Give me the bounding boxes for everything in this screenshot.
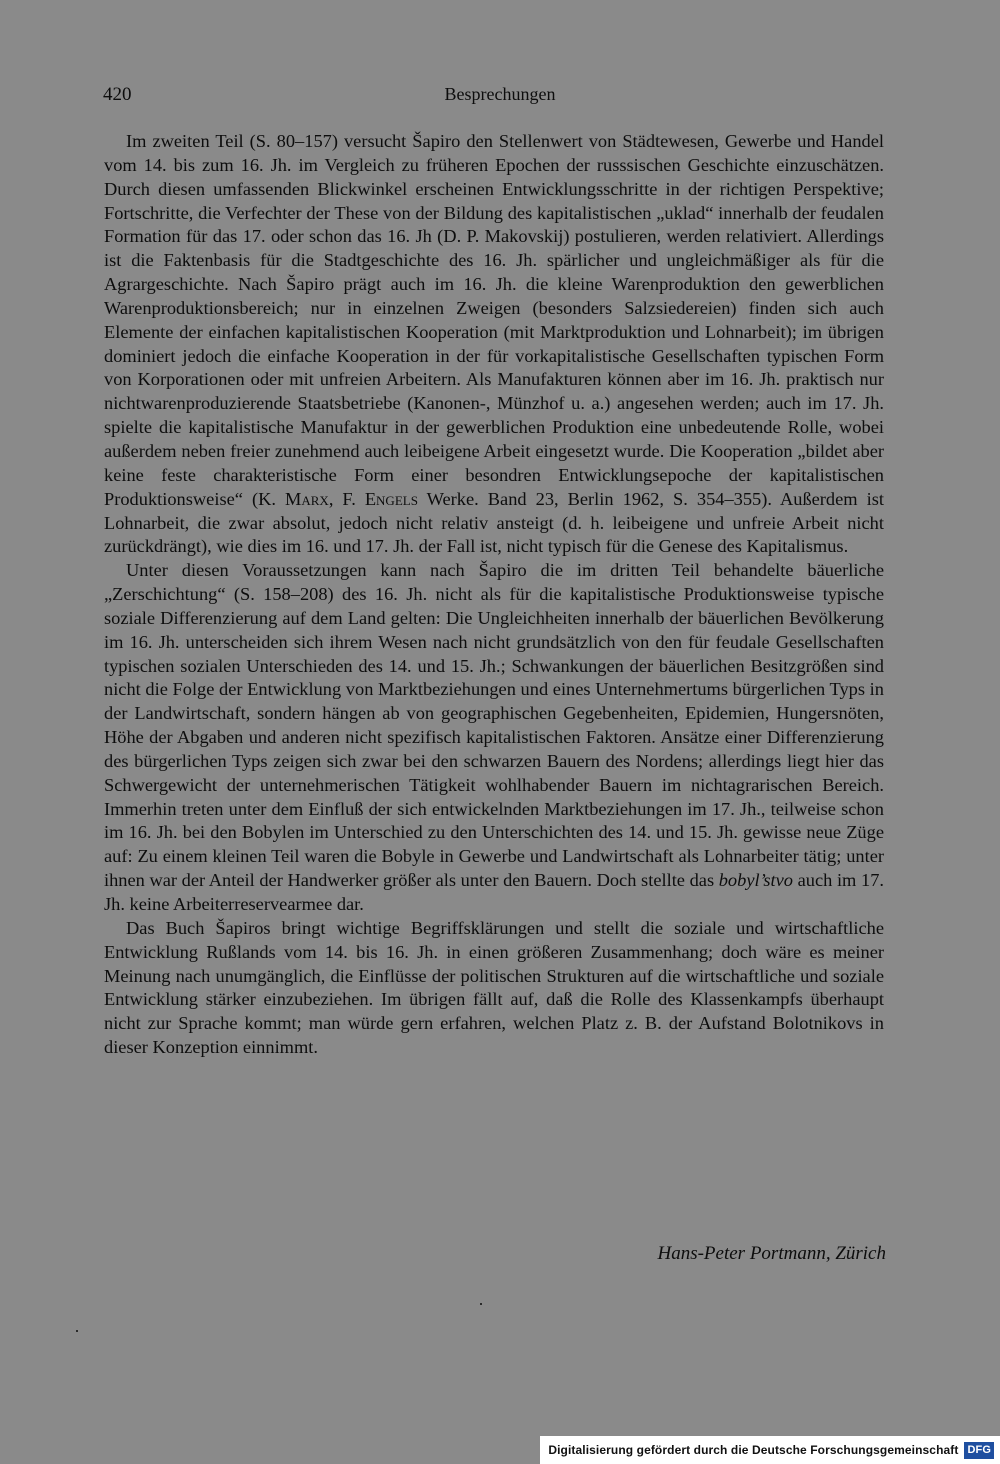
scan-speck xyxy=(76,1330,78,1332)
text-run: Unter diesen Voraussetzungen kann nach Šapiro die im dritten Teil behandelte bäuerliche „Zerschichtung“ (S. 158–208) des 16. Jh. nicht als für die kapitalistische Produktionsweise typische soziale Differenzierung auf dem Land gelten: Die Ungleichheiten innerhalb der bäuerlichen Bevölkerung im 16. Jh. unterscheiden sich ihrem Wesen nach nicht grundsätzlich von den für feudale Gesellschaften typischen sozialen Unterschieden des 14. und 15. Jh.; Schwankungen der bäuerlichen Besitzgrößen sind nicht die Folge der Entwicklung von Marktbeziehungen und eines Unternehmertums bürgerlichen Typs in der Landwirtschaft, sondern hängen ab von geographischen Gegebenheiten, Epidemien, Hungersnöten, Höhe der Abgaben und anderen nicht spezifisch kapitalistischen Faktoren. Ansätze einer Differenzierung des bürgerlichen Typs zeigen sich zwar bei den schwarzen Bauern des Nordens; allerdings liegt hier das Schwergewicht der unternehmerischen Tätigkeit wohlhabender Bauern im nichtagrarischen Bereich. Immerhin treten unter dem Einfluß der sich entwickelnden Marktbeziehungen im 17. Jh., teilweise schon im 16. Jh. bei den Bobylen im Unterschied zu den Unterschichten des 14. und 15. Jh. gewisse neue Züge auf: Zu einem kleinen Teil waren die Bobyle in Gewerbe und Landwirtschaft als Lohnarbeiter tätig; unter ihnen war der Anteil der Handwerker größer als unter den Bauern. Doch stellte das xyxy=(104,560,884,891)
running-head: Besprechungen xyxy=(444,84,556,104)
smallcaps-text-run: Marx xyxy=(285,488,329,509)
text-run: Das Buch Šapiros bringt wichtige Begriffsklärungen und stellt die soziale und wirtschaftliche Entwicklung Rußlands vom 14. bis 16. Jh. in einen größeren Zusammenhang; doch wäre es meiner Meinung nach unumgänglich, die Einflüsse der politischen Strukturen auf die wirtschaftliche und soziale Entwicklung stärker einzubeziehen. Im übrigen fällt auf, daß die Rolle des Klassenkampfs überhaupt nicht zur Sprache kommt; man würde gern erfahren, welchen Platz z. B. der Aufstand Bolotnikovs in dieser Konzeption einnimmt. xyxy=(104,917,884,1058)
review-body xyxy=(104,130,884,1060)
text-run: Werke. Band 23, Berlin 1962, S. 354–355). Außerdem ist Lohnarbeit, die zwar absolut, jedoch nicht relativ ansteigt (d. h. leibeigene und unfreie Arbeit nicht zurückdrängt), wie dies im 16. und 17. Jh. der Fall ist, nicht typisch für die Genese des Kapitalismus. xyxy=(104,488,884,557)
paragraph xyxy=(104,559,884,917)
scan-speck xyxy=(480,1303,482,1305)
text-run: Im zweiten Teil (S. 80–157) versucht Šapiro den Stellenwert von Städtewesen, Gewerbe und Handel vom 14. bis zum 16. Jh. im Vergleich zu früheren Epochen der russsischen Geschichte einzuschätzen. Durch diesen umfassenden Blickwinkel erscheinen Entwicklungsschritte in der richtigen Perspektive; Fortschritte, die Verfechter der These von der Bildung des kapitalistischen „uklad“ innerhalb der feudalen Formation für das 17. oder schon das 16. Jh (D. P. Makovskij) postulieren, werden relativiert. Allerdings ist die Faktenbasis für die Stadtgeschichte des 16. Jh. spärlicher und ungleichmäßiger als für die Agrargeschichte. Nach Šapiro prägt auch im 16. Jh. die kleine Warenproduktion den gewerblichen Warenproduktionsbereich; nur in einzelnen Zweigen (besonders Salzsiedereien) finden sich auch Elemente der einfachen kapitalistischen Kooperation (mit Marktproduktion und Lohnarbeit); im übrigen dominiert jedoch die einfache Kooperation in der für vorkapitalistische Gesellschaften typischen Form von Korporationen oder mit unfreien Arbeitern. Als Manufakturen können aber im 16. Jh. praktisch nur nichtwarenproduzierende Staatsbetriebe (Kanonen-, Münzhof u. a.) angesehen werden; auch im 17. Jh. spielte die kapitalistische Manufaktur in der gewerblichen Produktion eine unbedeutende Rolle, wobei außerdem neben freier zunehmend auch leibeigene Arbeit eingesetzt wurde. Die Kooperation „bildet aber keine feste charakteristische Form einer besondren Entwicklungsepoche der kapitalistischen Produktionsweise“ (K. xyxy=(104,131,884,509)
dfg-logo-icon: DFG xyxy=(964,1442,994,1459)
paragraph xyxy=(104,130,884,559)
italic-text-run: bobyl’stvo xyxy=(718,870,793,891)
smallcaps-text-run: Engels xyxy=(364,488,418,509)
reviewer-signature: Hans-Peter Portmann, Zürich xyxy=(657,1243,886,1264)
digitization-credit-bar xyxy=(540,1436,1000,1464)
digitization-credit-text: Digitalisierung gefördert durch die Deutsche Forschungsgemeinschaft xyxy=(548,1443,959,1457)
text-run: auch im 17. Jh. keine Arbeiterreservearmee dar. xyxy=(104,870,884,914)
text-run: , F. xyxy=(328,488,365,509)
paragraph xyxy=(104,917,884,1060)
page-number: 420 xyxy=(103,84,132,105)
